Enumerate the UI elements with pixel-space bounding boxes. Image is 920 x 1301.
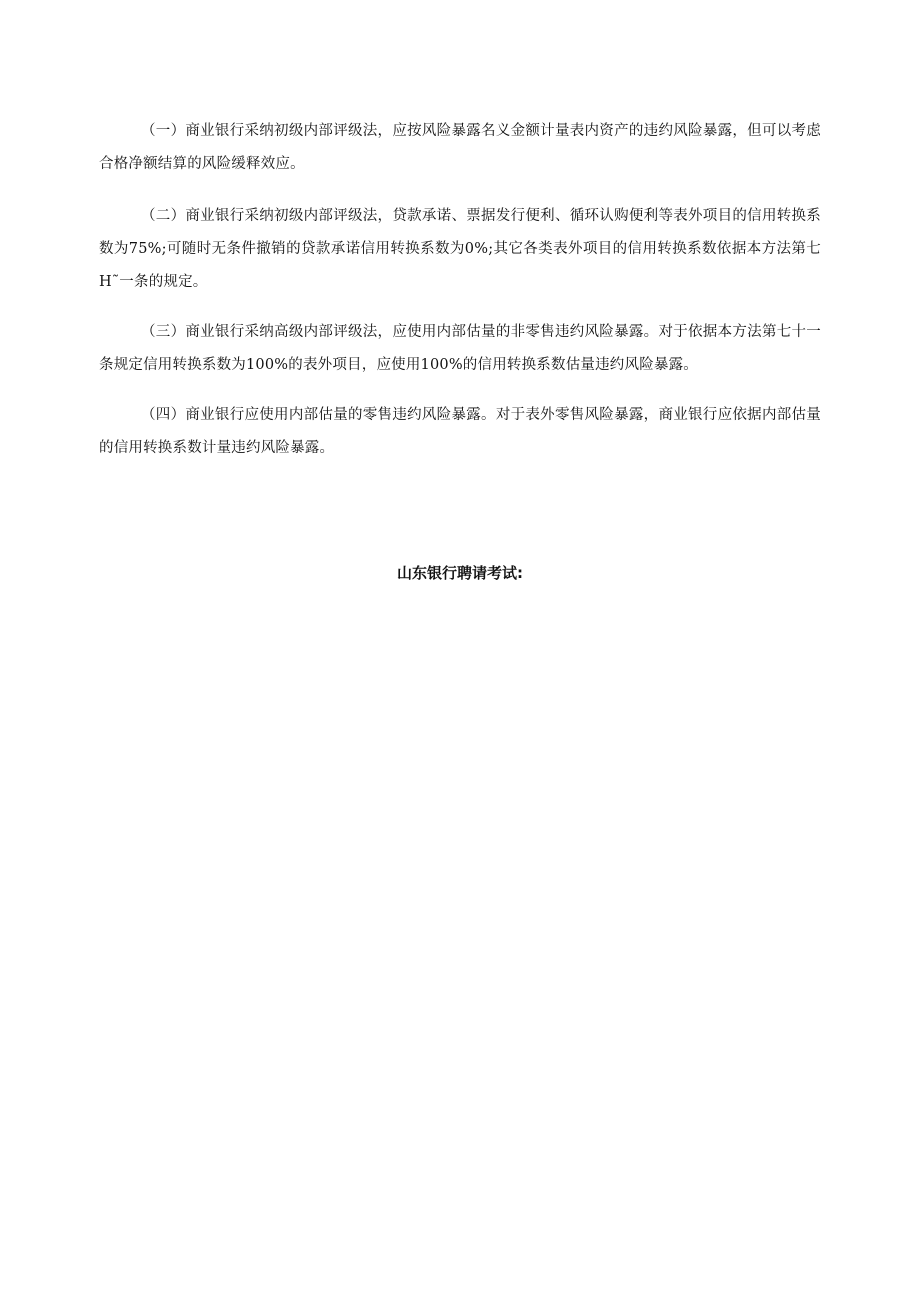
paragraph-3: （三）商业银行采纳高级内部评级法，应使用内部估量的非零售违约风险暴露。对于依据本方法第七十一条规定信用转换系数为100%的表外项目，应使用100%的信用转换系数估量违约风险暴露。 (99, 324, 821, 373)
paragraph-4: （四）商业银行应使用内部估量的零售违约风险暴露。对于表外零售风险暴露，商业银行应依据内部估量的信用转换系数计量违约风险暴露。 (99, 407, 821, 456)
section-heading: 山东银行聘请考试: (397, 564, 523, 582)
paragraph-2: （二）商业银行采纳初级内部评级法，贷款承诺、票据发行便利、循环认购便利等表外项目的信用转换系数为75%;可随时无条件撤销的贷款承诺信用转换系数为0%;其它各类表外项目的信用转换系数依据本方法第七H˜一条的规定。 (99, 208, 821, 290)
paragraph-1: （一）商业银行采纳初级内部评级法，应按风险暴露名义金额计量表内资产的违约风险暴露，但可以考虑合格净额结算的风险缓释效应。 (99, 123, 821, 172)
